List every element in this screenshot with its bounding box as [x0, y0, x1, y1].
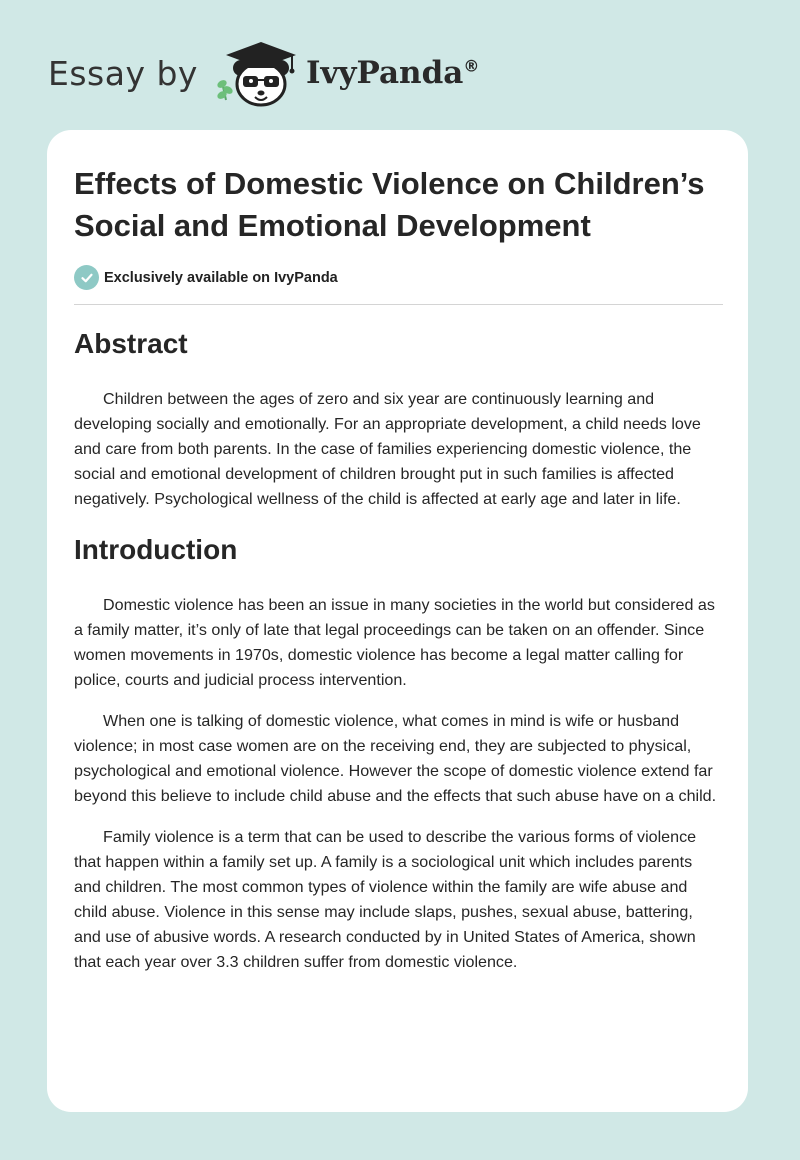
paragraph: When one is talking of domestic violence, what comes in mind is wife or husband violence; in most case women are on the receiving end, they are subjected to physical, psychological and emotional violence. However the scope of domestic violence extend far beyond this believe to include child abuse and the effects that such abuse have on a child. — [74, 712, 717, 805]
article-card — [47, 130, 748, 1112]
article-title: Effects of Domestic Violence on Children’s Social and Emotional Development — [74, 166, 705, 243]
exclusive-badge — [74, 265, 723, 290]
paragraph: Family violence is a term that can be used to describe the various forms of violence that happen within a family set up. A family is a sociological unit which includes parents and children. The most common types of violence within the family are wife abuse and child abuse. Violence in this sense may include slaps, pushes, sexual abuse, battering, and use of abusive words. A research conducted by in United States of America, shown that each year over 3.3 children suffer from domestic violence. — [74, 828, 697, 971]
section-heading-abstract: Abstract — [74, 328, 188, 359]
site-header — [48, 38, 479, 108]
divider — [74, 304, 723, 305]
panda-logo-icon[interactable] — [214, 38, 300, 108]
brand-name: IvyPanda® — [305, 55, 480, 91]
paragraph: Children between the ages of zero and six year are continuously learning and developing socially and emotionally. For an appropriate development, a child needs love and care from both parents. In the case of families experiencing domestic violence, the social and emotional development of children brought put in such families is affected negatively. Psychological wellness of the child is affected at early age and later in life. — [74, 390, 701, 508]
paragraph: Domestic violence has been an issue in many societies in the world but considered as a family matter, it’s only of late that legal proceedings can be taken on an offender. Since women movements in 1970s, domestic violence has become a legal matter calling for police, courts and judicial process intervention. — [74, 596, 715, 689]
badge-label: Exclusively available on IvyPanda — [104, 269, 338, 286]
brand-prefix: Essay by — [48, 53, 198, 93]
article-content — [74, 163, 723, 975]
section-heading-introduction: Introduction — [74, 534, 238, 565]
check-icon — [74, 265, 99, 290]
